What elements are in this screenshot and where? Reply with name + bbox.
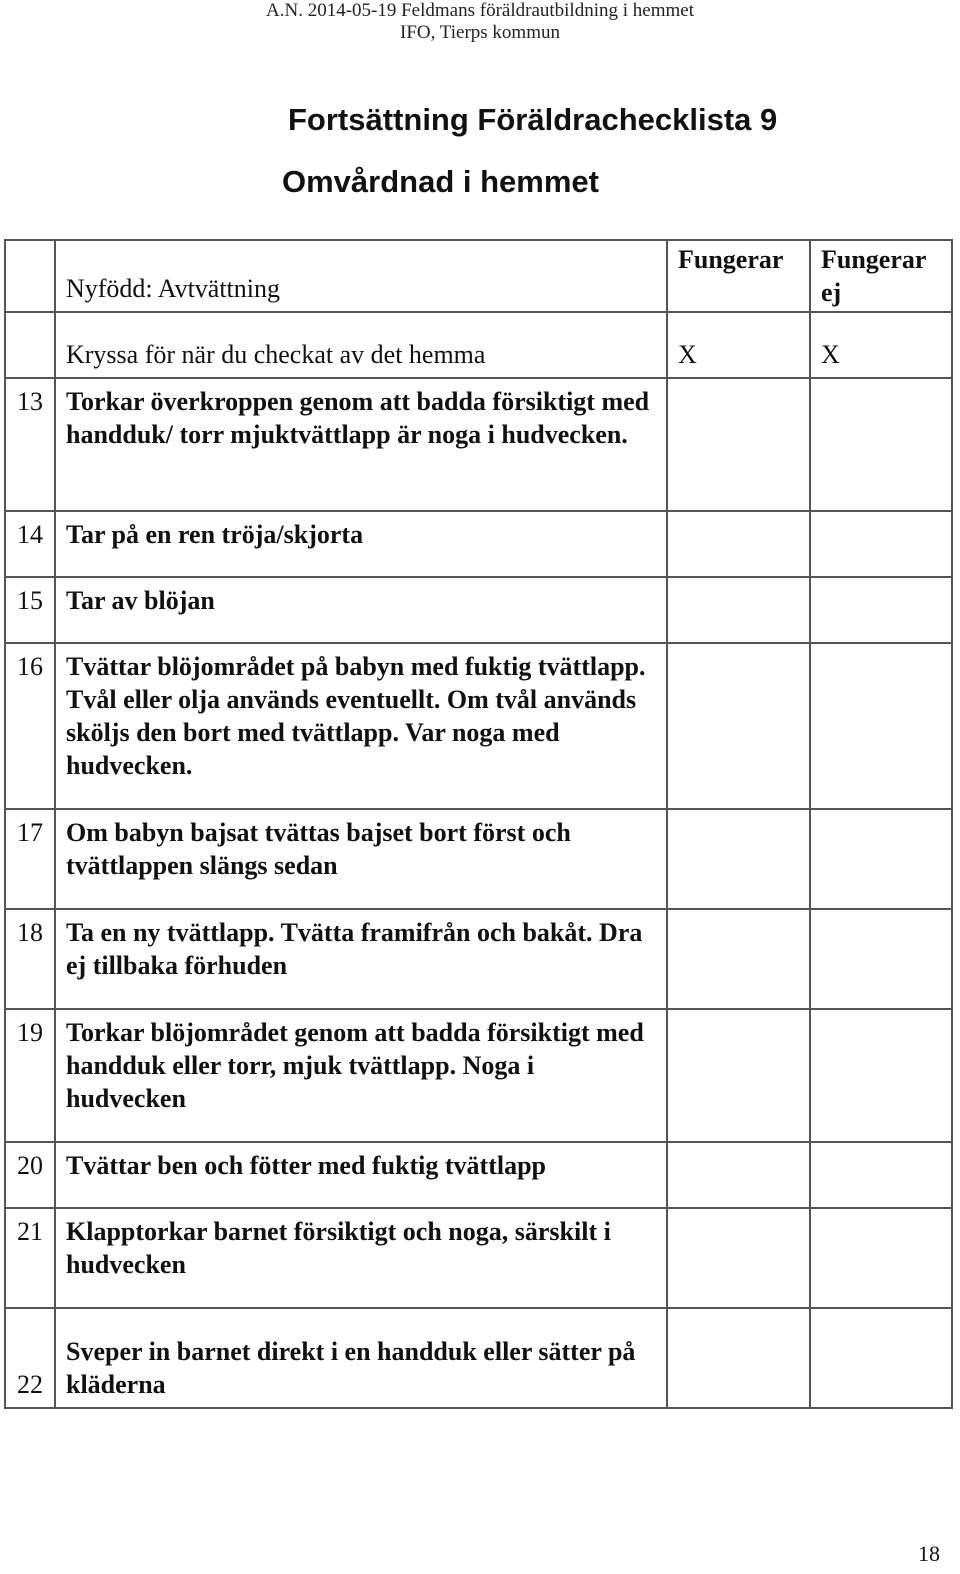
- table-row: [5, 809, 952, 909]
- row-number: 18: [5, 909, 55, 1009]
- row-number: 14: [5, 511, 55, 577]
- row-number: 20: [5, 1142, 55, 1208]
- works-checkbox-cell[interactable]: [667, 909, 810, 1009]
- table-row: [5, 1009, 952, 1142]
- works-checkbox-cell[interactable]: [667, 1009, 810, 1142]
- not-works-mark: X: [810, 312, 952, 378]
- row-number: 16: [5, 643, 55, 809]
- row-number: 17: [5, 809, 55, 909]
- checklist-table: [4, 239, 953, 1409]
- works-checkbox-cell[interactable]: [667, 511, 810, 577]
- row-text: Sveper in barnet direkt i en handduk eller sätter på kläderna: [55, 1308, 667, 1408]
- row-number: 19: [5, 1009, 55, 1142]
- table-header-row: [5, 240, 952, 312]
- table-row: [5, 643, 952, 809]
- table-row: [5, 577, 952, 643]
- table-row: [5, 1208, 952, 1308]
- row-text: Torkar blöjområdet genom att badda försiktigt med handduk eller torr, mjuk tvättlapp. Noga i hudvecken: [55, 1009, 667, 1142]
- header-num-cell: [5, 240, 55, 312]
- row-text: Klapptorkar barnet försiktigt och noga, särskilt i hudvecken: [55, 1208, 667, 1308]
- not-works-checkbox-cell[interactable]: [810, 577, 952, 643]
- works-checkbox-cell[interactable]: [667, 809, 810, 909]
- row-number: 22: [5, 1308, 55, 1408]
- table-row: [5, 378, 952, 511]
- document-title: Fortsättning Föräldrachecklista 9: [288, 102, 778, 137]
- column-header-works: Fungerar: [667, 240, 810, 312]
- row-text: Torkar överkroppen genom att badda försiktigt med handduk/ torr mjuktvättlapp är noga i hudvecken.: [55, 378, 667, 511]
- row-text: Tvättar blöjområdet på babyn med fuktig tvättlapp. Tvål eller olja används eventuellt. Om tvål används sköljs den bort med tvättlapp. Var noga med hudvecken.: [55, 643, 667, 809]
- works-checkbox-cell[interactable]: [667, 577, 810, 643]
- section-label: Nyfödd: Avtvättning: [55, 240, 667, 312]
- row-text: Tar på en ren tröja/skjorta: [55, 511, 667, 577]
- page-number: 18: [918, 1541, 940, 1566]
- instruction-num-cell: [5, 312, 55, 378]
- row-number: 21: [5, 1208, 55, 1308]
- not-works-checkbox-cell[interactable]: [810, 1308, 952, 1408]
- header-author-line: A.N. 2014-05-19 Feldmans föräldrautbildning i hemmet: [266, 0, 694, 21]
- not-works-checkbox-cell[interactable]: [810, 643, 952, 809]
- row-text: Tvättar ben och fötter med fuktig tvättlapp: [55, 1142, 667, 1208]
- works-mark: X: [667, 312, 810, 378]
- works-checkbox-cell[interactable]: [667, 1142, 810, 1208]
- instruction-text: Kryssa för när du checkat av det hemma: [55, 312, 667, 378]
- row-number: 13: [5, 378, 55, 511]
- not-works-checkbox-cell[interactable]: [810, 378, 952, 511]
- not-works-checkbox-cell[interactable]: [810, 809, 952, 909]
- table-row: [5, 511, 952, 577]
- not-works-checkbox-cell[interactable]: [810, 1208, 952, 1308]
- works-checkbox-cell[interactable]: [667, 1208, 810, 1308]
- column-header-not-works: Fungerar ej: [810, 240, 952, 312]
- not-works-checkbox-cell[interactable]: [810, 1009, 952, 1142]
- table-row: [5, 1142, 952, 1208]
- document-subtitle: Omvårdnad i hemmet: [282, 164, 599, 199]
- not-works-checkbox-cell[interactable]: [810, 909, 952, 1009]
- works-checkbox-cell[interactable]: [667, 378, 810, 511]
- row-text: Om babyn bajsat tvättas bajset bort först och tvättlappen slängs sedan: [55, 809, 667, 909]
- row-text: Ta en ny tvättlapp. Tvätta framifrån och bakåt. Dra ej tillbaka förhuden: [55, 909, 667, 1009]
- row-number: 15: [5, 577, 55, 643]
- instruction-row: [5, 312, 952, 378]
- not-works-checkbox-cell[interactable]: [810, 511, 952, 577]
- works-checkbox-cell[interactable]: [667, 1308, 810, 1408]
- table-row: [5, 1308, 952, 1408]
- table-row: [5, 909, 952, 1009]
- row-text: Tar av blöjan: [55, 577, 667, 643]
- header-org-line: IFO, Tierps kommun: [400, 22, 560, 43]
- not-works-checkbox-cell[interactable]: [810, 1142, 952, 1208]
- works-checkbox-cell[interactable]: [667, 643, 810, 809]
